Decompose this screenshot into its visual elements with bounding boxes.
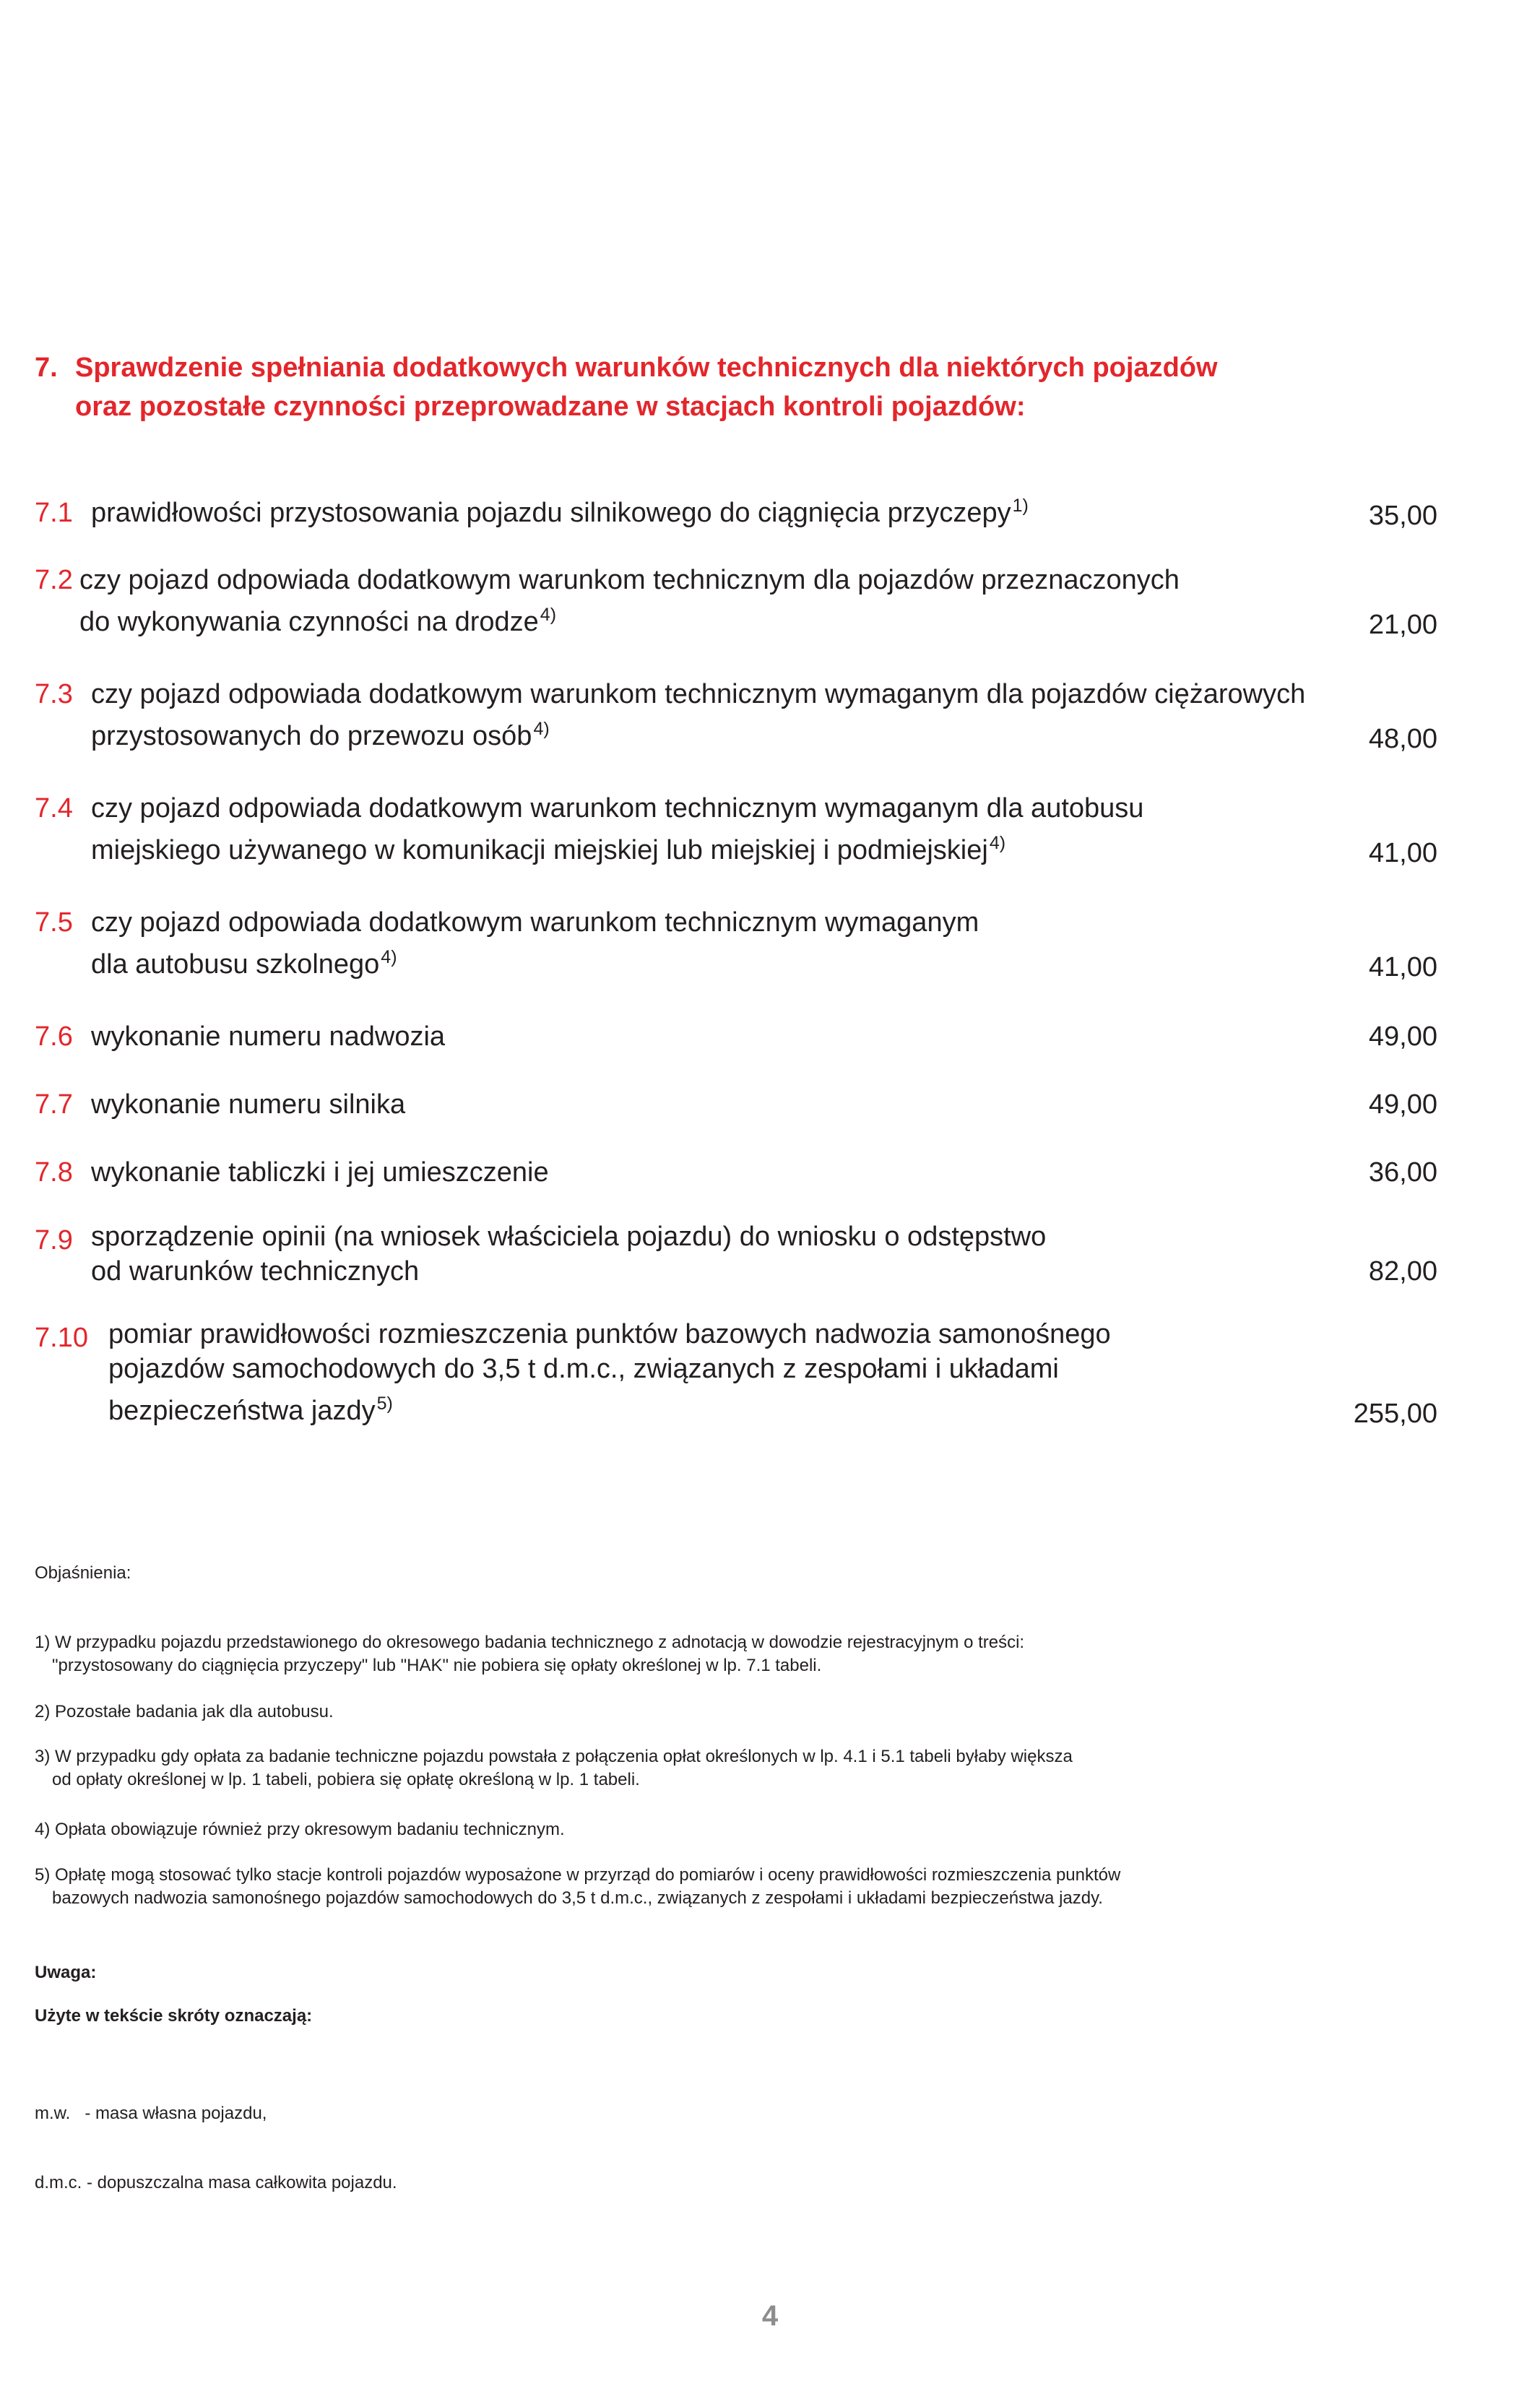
footnote-ref: 4) bbox=[989, 833, 1006, 853]
heading-line-2: oraz pozostałe czynności przeprowadzane w stacjach kontroli pojazdów: bbox=[75, 392, 1026, 422]
item-price: 35,00 bbox=[1368, 501, 1437, 531]
section-number: 7. bbox=[35, 353, 58, 383]
item-number: 7.9 bbox=[35, 1225, 73, 1256]
item-text: do wykonywania czynności na drodze bbox=[79, 607, 539, 637]
footnote-ref: 4) bbox=[533, 719, 550, 739]
footnote-5 bbox=[35, 1864, 1407, 1910]
item-text: czy pojazd odpowiada dodatkowym warunkom technicznym wymaganym bbox=[91, 907, 979, 938]
list-item bbox=[35, 1317, 1437, 1438]
item-price: 82,00 bbox=[1368, 1256, 1437, 1287]
item-number: 7.10 bbox=[35, 1323, 88, 1353]
abbreviation-item: d.m.c. - dopuszczalna masa całkowita pojazdu. bbox=[35, 2173, 397, 2192]
item-text: prawidłowości przystosowania pojazdu silnikowego do ciągnięcia przyczepy bbox=[91, 498, 1011, 528]
item-text: pojazdów samochodowych do 3,5 t d.m.c., związanych z zespołami i układami bbox=[108, 1354, 1059, 1384]
list-item bbox=[35, 1016, 1437, 1058]
item-text: dla autobusu szkolnego bbox=[91, 949, 380, 980]
list-item bbox=[35, 902, 1437, 988]
item-text: bezpieczeństwa jazdy bbox=[108, 1396, 376, 1426]
footnote-ref: 4) bbox=[540, 605, 557, 625]
footnote-text: 1) W przypadku pojazdu przedstawionego do okresowego badania technicznego z adnotacją w dowodzie rejestracyjnym o treści: bbox=[35, 1633, 1025, 1652]
item-number: 7.7 bbox=[35, 1089, 73, 1120]
abbreviation-item: m.w. - masa własna pojazdu, bbox=[35, 2104, 267, 2123]
item-text: przystosowanych do przewozu osób bbox=[91, 721, 532, 751]
footnote-text: 5) Opłatę mogą stosować tylko stacje kontroli pojazdów wyposażone w przyrząd do pomiarów i oceny prawidłowości rozmieszczenia punktów bbox=[35, 1865, 1121, 1885]
footnote-2 bbox=[35, 1701, 1407, 1724]
footnote-text: 3) W przypadku gdy opłata za badanie techniczne pojazdu powstała z połączenia opłat określonych w lp. 4.1 i 5.1 tabeli byłaby większa bbox=[35, 1747, 1073, 1766]
item-text: czy pojazd odpowiada dodatkowym warunkom technicznym wymaganym dla autobusu bbox=[91, 793, 1144, 824]
item-text: sporządzenie opinii (na wniosek właściciela pojazdu) do wniosku o odstępstwo bbox=[91, 1222, 1047, 1252]
item-number: 7.6 bbox=[35, 1021, 73, 1052]
remark-subtitle: Użyte w tekście skróty oznaczają: bbox=[35, 2006, 313, 2026]
footnote-text: bazowych nadwozia samonośnego pojazdów samochodowych do 3,5 t d.m.c., związanych z zespołami i układami bezpieczeństwa jazdy. bbox=[52, 1888, 1103, 1908]
list-item bbox=[35, 1219, 1437, 1289]
item-price: 49,00 bbox=[1368, 1089, 1437, 1120]
item-price: 41,00 bbox=[1368, 952, 1437, 982]
item-number: 7.3 bbox=[35, 679, 73, 709]
page-number: 4 bbox=[761, 2300, 779, 2332]
item-price: 36,00 bbox=[1368, 1157, 1437, 1188]
item-number: 7.5 bbox=[35, 907, 73, 938]
item-price: 21,00 bbox=[1368, 610, 1437, 640]
footnote-text: 2) Pozostałe badania jak dla autobusu. bbox=[35, 1702, 334, 1721]
abbreviations-list bbox=[35, 2056, 1407, 2218]
list-item bbox=[35, 492, 1437, 537]
footnote-text: "przystosowany do ciągnięcia przyczepy" lub "HAK" nie pobiera się opłaty określonej w lp. 7.1 tabeli. bbox=[52, 1656, 822, 1675]
section-heading bbox=[35, 348, 1407, 426]
footnote-1 bbox=[35, 1631, 1407, 1677]
item-text: miejskiego używanego w komunikacji miejskiej lub miejskiej i podmiejskiej bbox=[91, 835, 988, 865]
list-item bbox=[35, 559, 1437, 646]
footnote-ref: 5) bbox=[376, 1393, 393, 1414]
list-item bbox=[35, 673, 1437, 760]
item-text: czy pojazd odpowiada dodatkowym warunkom technicznym wymaganym dla pojazdów ciężarowych bbox=[91, 679, 1306, 709]
item-number: 7.8 bbox=[35, 1157, 73, 1188]
item-text: pomiar prawidłowości rozmieszczenia punktów bazowych nadwozia samonośnego bbox=[108, 1319, 1111, 1349]
list-item bbox=[35, 787, 1437, 874]
item-price: 255,00 bbox=[1353, 1399, 1437, 1429]
remark-title: Uwaga: bbox=[35, 1963, 97, 1982]
item-price: 48,00 bbox=[1368, 724, 1437, 754]
explanations-title: Objaśnienia: bbox=[35, 1563, 131, 1583]
item-text: wykonanie numeru nadwozia bbox=[91, 1021, 446, 1052]
list-item bbox=[35, 1151, 1437, 1193]
item-number: 7.4 bbox=[35, 793, 73, 824]
item-text: wykonanie numeru silnika bbox=[91, 1089, 406, 1120]
item-price: 49,00 bbox=[1368, 1021, 1437, 1052]
footnote-text: 4) Opłata obowiązuje również przy okresowym badaniu technicznym. bbox=[35, 1820, 565, 1839]
item-number: 7.1 bbox=[35, 498, 73, 528]
list-item bbox=[35, 1084, 1437, 1125]
item-text: czy pojazd odpowiada dodatkowym warunkom technicznym dla pojazdów przeznaczonych bbox=[79, 565, 1180, 595]
footnote-3 bbox=[35, 1745, 1407, 1792]
item-text: wykonanie tabliczki i jej umieszczenie bbox=[91, 1157, 549, 1188]
heading-line-1: Sprawdzenie spełniania dodatkowych warunków technicznych dla niektórych pojazdów bbox=[75, 353, 1218, 383]
item-text: od warunków technicznych bbox=[91, 1256, 420, 1287]
footnote-text: od opłaty określonej w lp. 1 tabeli, pobiera się opłatę określoną w lp. 1 tabeli. bbox=[52, 1770, 640, 1789]
footnote-ref: 1) bbox=[1012, 496, 1029, 516]
footnote-ref: 4) bbox=[381, 947, 397, 967]
item-price: 41,00 bbox=[1368, 838, 1437, 868]
item-number: 7.2 bbox=[35, 565, 73, 595]
footnote-4 bbox=[35, 1818, 1407, 1841]
